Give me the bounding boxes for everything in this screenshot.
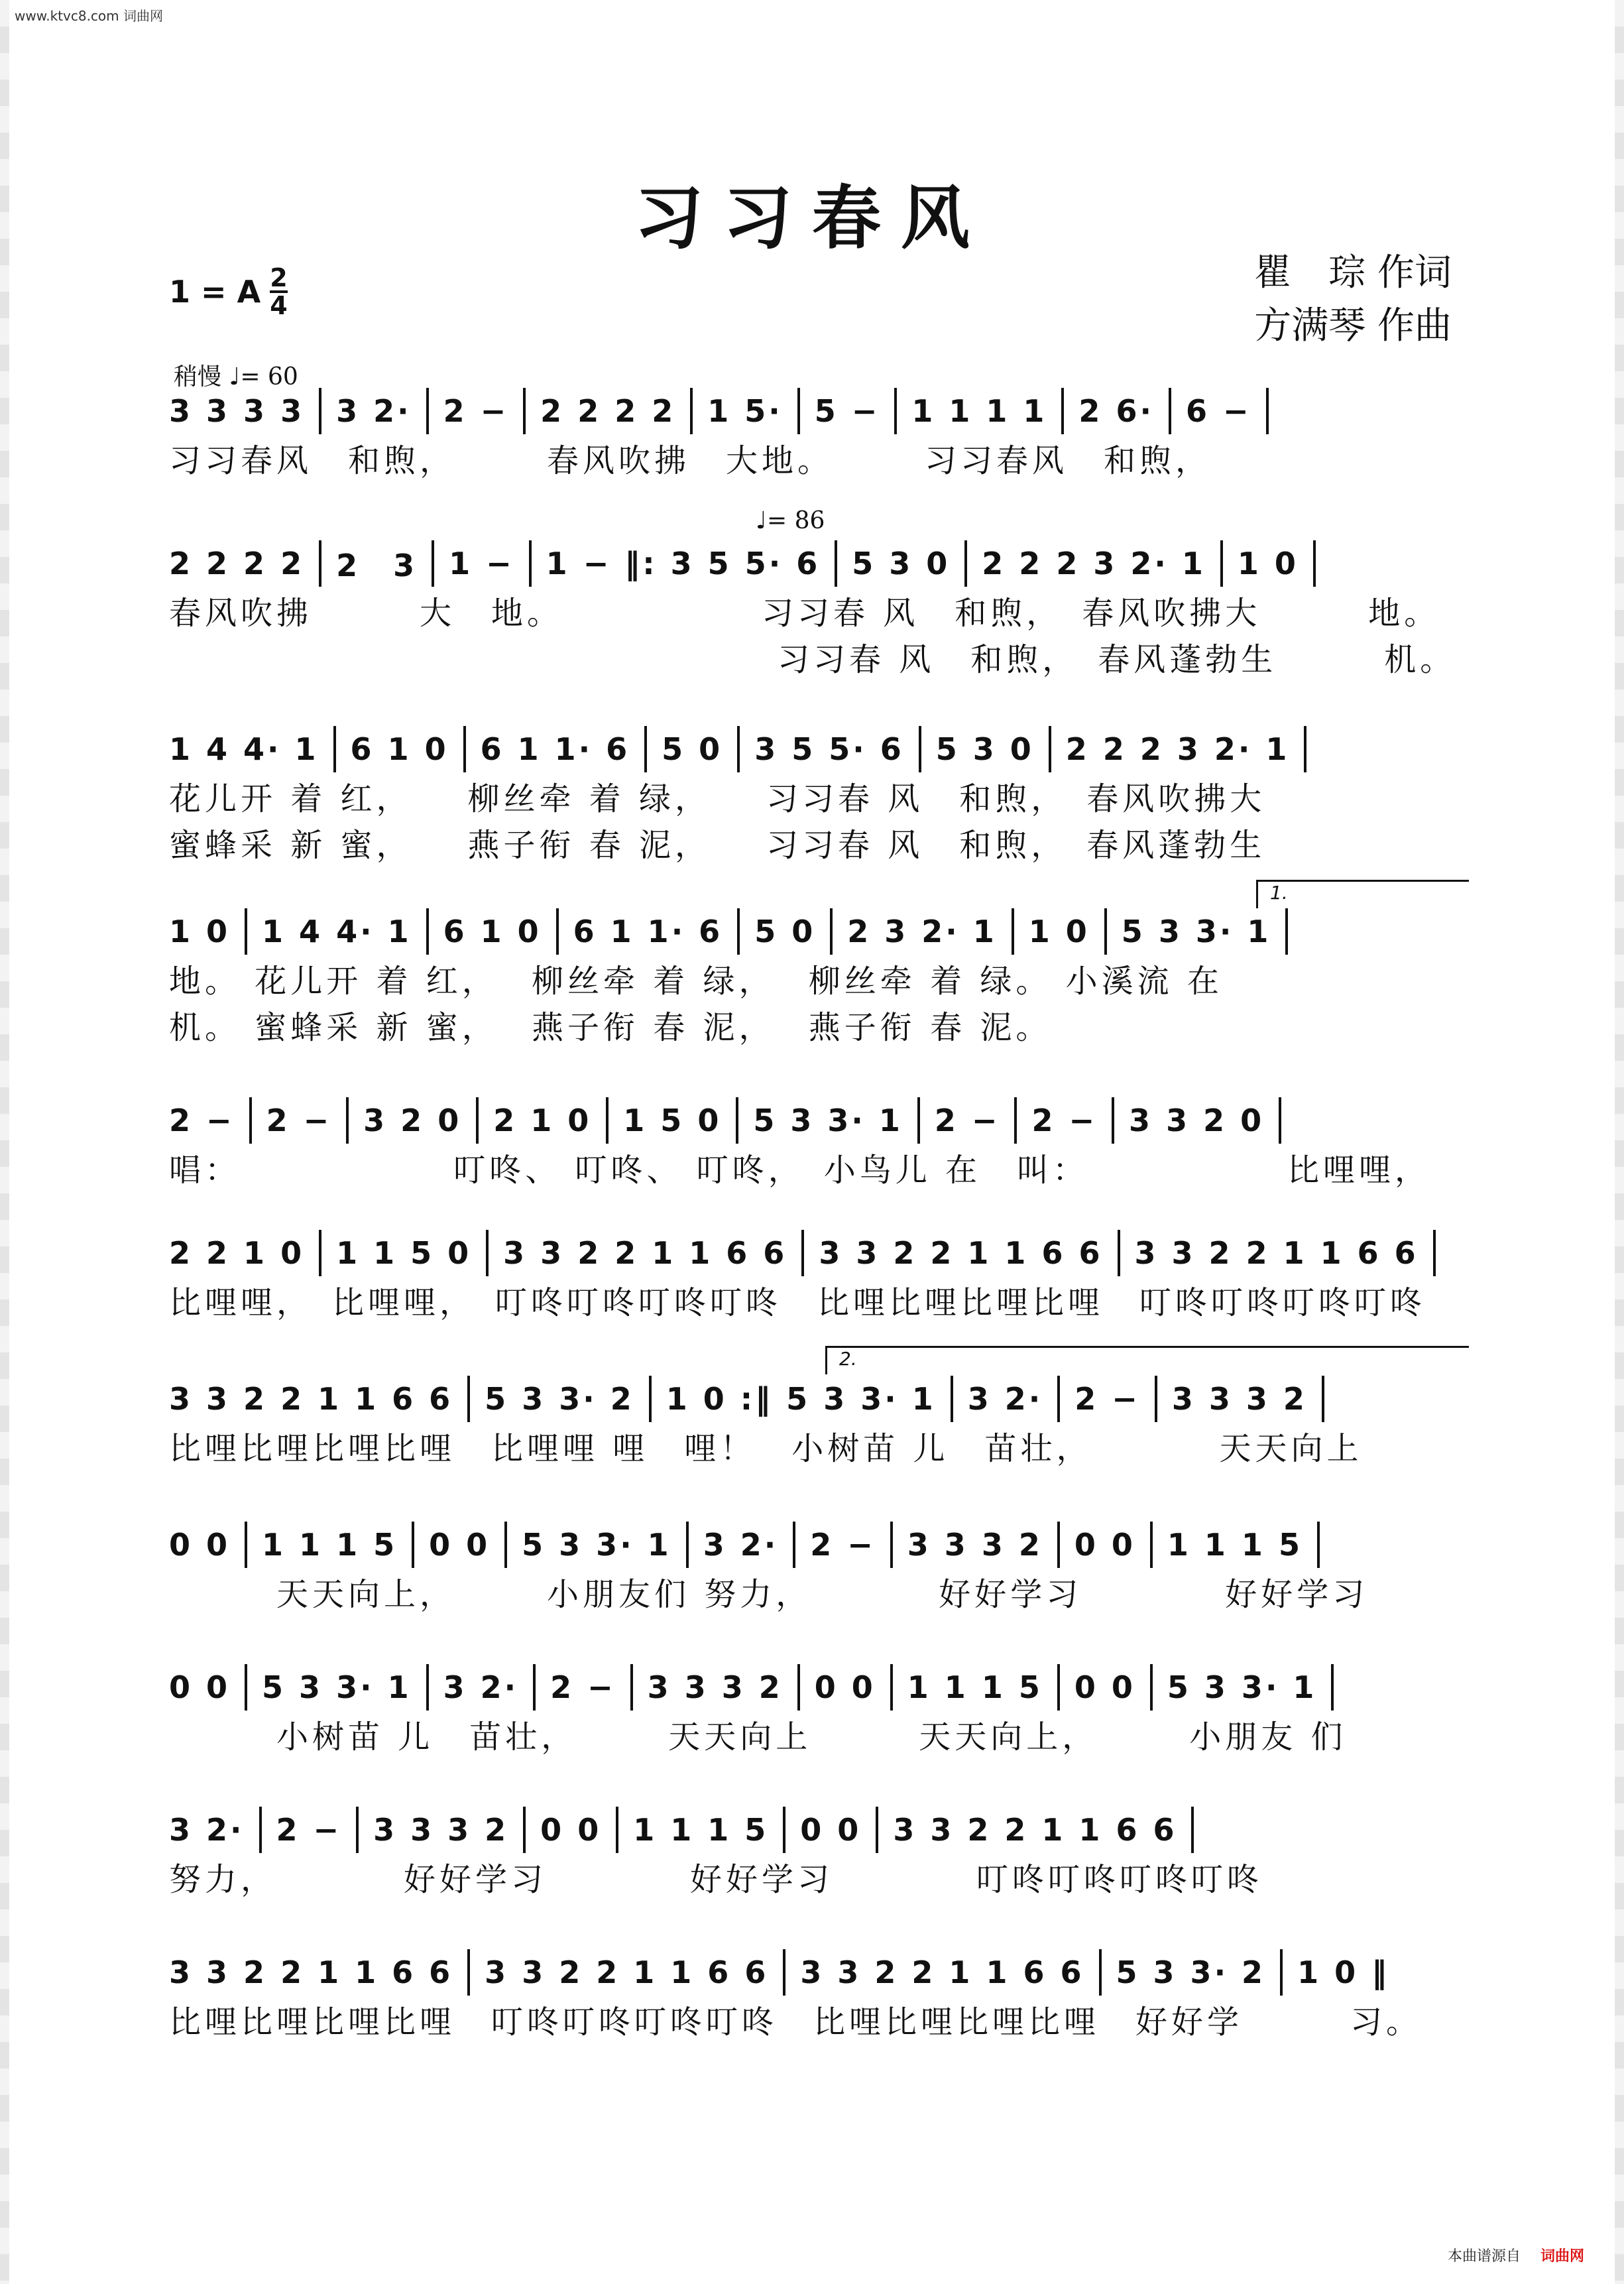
bar-line: [630, 1664, 633, 1711]
bar-line: [1280, 1949, 1283, 1996]
measure-notes: 3 3 2 2 1 1 6 6: [819, 1235, 1103, 1271]
bar-line: [830, 908, 833, 955]
score-system: [169, 1094, 1455, 1193]
measure-notes: 2 2 2 3 2· 1: [982, 546, 1206, 581]
measure-notes: 3 2·: [443, 1669, 519, 1705]
bar-line: [737, 908, 740, 955]
measure-notes: 2 6·: [1078, 393, 1154, 429]
score-system: [169, 385, 1455, 484]
bar-line: [1057, 1522, 1060, 1568]
bar-line: [649, 1376, 652, 1422]
footer: [1448, 2245, 1584, 2265]
bar-line: [606, 1097, 609, 1144]
measure-notes: 1 5 0: [623, 1103, 722, 1138]
bar-line: [876, 1807, 878, 1853]
volta-bracket: 1.: [1256, 880, 1469, 908]
tempo-marking-1: 稍慢 ♩= 60: [174, 363, 298, 391]
measure-notes: 1 5·: [707, 393, 783, 429]
bar-line: [690, 388, 693, 434]
bar-line: [616, 1807, 618, 1853]
measure-notes: 5 3 3· 1: [522, 1527, 671, 1563]
bar-line: [1150, 1522, 1153, 1568]
measure-notes: 0 0: [814, 1669, 876, 1705]
notes-line: [169, 1094, 1455, 1147]
measure-notes: 3 3 2 2 1 1 6 6: [485, 1954, 769, 1990]
measure-notes: 0 0: [800, 1812, 862, 1848]
lyric-line: 比哩哩， 比哩哩， 叮咚叮咚叮咚叮咚 比哩比哩比哩比哩 叮咚叮咚叮咚叮咚: [169, 1284, 1426, 1321]
bar-line: [644, 726, 647, 772]
bar-line: [1150, 1664, 1153, 1711]
bar-line: [245, 908, 247, 955]
notes-line: [169, 1803, 1455, 1856]
bar-line: [319, 540, 321, 587]
bar-line: [245, 1664, 247, 1711]
bar-line: [333, 726, 336, 772]
measure-notes: 5 3 3· 2: [485, 1381, 634, 1417]
bar-line: [476, 1097, 479, 1144]
lyric-line: 努力， 好好学习 好好学习 叮咚叮咚叮咚叮咚: [169, 1861, 1263, 1898]
bar-line: [1099, 1949, 1102, 1996]
measure-notes: 3 3 2 2 1 1 6 6: [800, 1954, 1084, 1990]
bar-line: [1014, 1097, 1017, 1144]
measure-notes: 3 3 2 2 1 1 6 6: [1134, 1235, 1419, 1271]
source-url: www.ktvc8.com 词曲网: [15, 8, 164, 24]
bar-line: [412, 1522, 414, 1568]
left-margin-strip: [0, 0, 9, 2284]
score-system: [169, 1661, 1455, 1760]
score-system: [169, 1348, 1455, 1472]
measure-notes: 1 0: [1028, 914, 1090, 949]
bar-line: [463, 726, 466, 772]
measure-notes: 5 0: [754, 914, 816, 949]
key-label: 1 = A: [169, 274, 261, 310]
bar-line: [1285, 908, 1288, 955]
footer-brand: 词曲网: [1540, 2248, 1584, 2265]
measure-notes: 2 2 2 2: [540, 393, 676, 429]
bar-line: [467, 1949, 470, 1996]
time-top: 2: [270, 263, 288, 292]
measure-notes: 5 3 3· 1: [1167, 1669, 1317, 1705]
composer: 方满琴 作曲: [1254, 304, 1452, 347]
bar-line: [890, 1522, 893, 1568]
lyric-line: 习习春 风 和煦， 春风蓬勃生 机。: [169, 641, 1456, 678]
bar-line: [1112, 1097, 1114, 1144]
measure-notes: 5 3 0: [852, 546, 951, 581]
credits: [1254, 247, 1452, 353]
bar-line: [1433, 1230, 1436, 1276]
bar-line: [1220, 540, 1223, 587]
measure-notes: 3 2·: [967, 1381, 1043, 1417]
bar-line: [426, 1664, 429, 1711]
measure-notes: 6 1 0: [443, 914, 542, 949]
measure-notes: 3 3 3 2: [1171, 1381, 1307, 1417]
notes-line: [169, 723, 1455, 776]
measure-notes: 2 −: [276, 1812, 342, 1848]
bar-line: [890, 1664, 893, 1711]
measure-notes: 2 2 2 3 2· 1: [1065, 731, 1290, 767]
bar-line: [835, 540, 837, 587]
bar-line: [1104, 908, 1107, 955]
measure-notes: 3 3 3 2: [373, 1812, 509, 1848]
bar-line: [1322, 1376, 1324, 1422]
measure-notes: 2 −: [550, 1669, 616, 1705]
bar-line: [1317, 1522, 1320, 1568]
notes-line: [169, 1518, 1455, 1571]
measure-notes: 5 0: [662, 731, 723, 767]
tempo-marking-2: ♩= 86: [756, 507, 825, 534]
measure-notes: 2 1 0: [493, 1103, 592, 1138]
bar-line: [249, 1097, 252, 1144]
measure-notes: 0 0: [1074, 1669, 1135, 1705]
right-margin-strip: [1615, 0, 1624, 2284]
measure-notes: 3 3 2 0: [1129, 1103, 1265, 1138]
measure-notes: 0 0: [1074, 1527, 1135, 1563]
lyric-line: 比哩比哩比哩比哩 叮咚叮咚叮咚叮咚 比哩比哩比哩比哩 好好学 习。: [169, 2004, 1422, 2041]
bar-line: [951, 1376, 953, 1422]
bar-line: [346, 1097, 349, 1144]
measure-notes: 1 1 1 1: [911, 393, 1047, 429]
score-system: [169, 537, 1455, 683]
score-system: [169, 1518, 1455, 1618]
measure-notes: 2 3 2· 1: [847, 914, 997, 949]
measure-notes: 3 3 3 2: [907, 1527, 1043, 1563]
bar-line: [1057, 1376, 1060, 1422]
bar-line: [686, 1522, 689, 1568]
score-system: [169, 1227, 1455, 1326]
score-system: [169, 882, 1455, 1051]
lyricist: 瞿 琮 作词: [1254, 251, 1452, 294]
bar-line: [529, 540, 532, 587]
bar-line: [556, 908, 559, 955]
measure-notes: 1 − ‖: 3 5 5· 6: [546, 546, 821, 581]
measure-notes: 1 0: [169, 914, 231, 949]
lyric-line: 唱： 叮咚、 叮咚、 叮咚， 小鸟儿 在 叫： 比哩哩，: [169, 1152, 1431, 1189]
measure-notes: 1 1 1 5: [262, 1527, 398, 1563]
bar-line: [1304, 726, 1306, 772]
measure-notes: 0 0: [169, 1527, 231, 1563]
bar-line: [737, 726, 740, 772]
measure-notes: 6 1 0: [350, 731, 449, 767]
measure-notes: 3 2·: [336, 393, 412, 429]
notes-line: [169, 385, 1455, 438]
measure-notes: 5 3 3· 1: [1121, 914, 1271, 949]
bar-line: [793, 1522, 795, 1568]
measure-notes: 3 5 5· 6: [754, 731, 904, 767]
measure-notes: 2 −: [934, 1103, 1000, 1138]
measure-notes: 2 −: [1031, 1103, 1098, 1138]
lyric-line: 花儿开 着 红， 柳丝牵 着 绿， 习习春 风 和煦， 春风吹拂大: [169, 780, 1266, 817]
bar-line: [797, 1664, 800, 1711]
measure-notes: 2 −: [266, 1103, 332, 1138]
score-system: [169, 723, 1455, 869]
notes-line: [169, 1372, 1455, 1425]
measure-notes: 3 3 3 3: [169, 393, 305, 429]
measure-notes: 2 2 2 2: [169, 546, 305, 581]
song-title: 习习春风: [634, 177, 990, 259]
volta-bracket: 2.: [825, 1346, 1469, 1374]
bar-line: [319, 388, 321, 434]
measure-notes: 3 2 0: [363, 1103, 462, 1138]
time-signature: [270, 265, 287, 318]
bar-line: [1118, 1230, 1120, 1276]
notes-line: [169, 1661, 1455, 1714]
bar-line: [467, 1376, 470, 1422]
bar-line: [432, 540, 434, 587]
measure-notes: 2 −: [443, 393, 509, 429]
bar-line: [1057, 1664, 1060, 1711]
lyric-line: 春风吹拂 大 地。 习习春 风 和煦， 春风吹拂大 地。: [169, 595, 1440, 632]
measure-notes: 2 −: [1074, 1381, 1140, 1417]
measure-notes: 1 −: [449, 546, 514, 581]
lyric-line: 比哩比哩比哩比哩 比哩哩 哩 哩！ 小树苗 儿 苗壮， 天天向上: [169, 1430, 1363, 1467]
measure-notes: 2 3: [336, 548, 418, 583]
measure-notes: 1 0 :‖ 5 3 3· 1: [666, 1381, 936, 1417]
measure-notes: 5 −: [814, 393, 880, 429]
lyric-line: 蜜蜂采 新 蜜， 燕子衔 春 泥， 习习春 风 和煦， 春风蓬勃生: [169, 827, 1266, 864]
key-signature: [169, 265, 288, 318]
measure-notes: 1 0: [1237, 546, 1299, 581]
notes-line: [169, 1227, 1455, 1280]
measure-notes: 6 −: [1185, 393, 1251, 429]
bar-line: [1266, 388, 1269, 434]
measure-notes: 0 0: [169, 1669, 231, 1705]
measure-notes: 1 1 5 0: [336, 1235, 472, 1271]
measure-notes: 3 3 3 2: [647, 1669, 783, 1705]
lyric-line: 习习春风 和煦， 春风吹拂 大地。 习习春风 和煦，: [169, 442, 1212, 479]
measure-notes: 2 2 1 0: [169, 1235, 305, 1271]
measure-notes: 2 −: [169, 1103, 235, 1138]
bar-line: [1061, 388, 1064, 434]
lyric-line: 天天向上， 小朋友们 努力， 好好学习 好好学习: [169, 1576, 1369, 1613]
bar-line: [917, 1097, 920, 1144]
measure-notes: 1 4 4· 1: [262, 914, 412, 949]
measure-notes: 1 4 4· 1: [169, 731, 319, 767]
measure-notes: 1 1 1 5: [1167, 1527, 1303, 1563]
measure-notes: 3 3 2 2 1 1 6 6: [893, 1812, 1177, 1848]
bar-line: [783, 1807, 785, 1853]
bar-line: [1313, 540, 1316, 587]
bar-line: [486, 1230, 489, 1276]
measure-notes: 5 3 3· 1: [262, 1669, 412, 1705]
bar-line: [736, 1097, 738, 1144]
bar-line: [1331, 1664, 1334, 1711]
bar-line: [245, 1522, 247, 1568]
measure-notes: 0 0: [429, 1527, 491, 1563]
bar-line: [533, 1664, 536, 1711]
bar-line: [1169, 388, 1171, 434]
measure-notes: 1 0 ‖: [1297, 1954, 1390, 1990]
bar-line: [426, 388, 429, 434]
bar-line: [504, 1522, 507, 1568]
bar-line: [919, 726, 921, 772]
bar-line: [319, 1230, 321, 1276]
bar-line: [1191, 1807, 1194, 1853]
bar-line: [801, 1230, 804, 1276]
bar-line: [356, 1807, 359, 1853]
bar-line: [426, 908, 429, 955]
bar-line: [523, 388, 526, 434]
measure-notes: 3 3 2 2 1 1 6 6: [169, 1954, 453, 1990]
bar-line: [1279, 1097, 1281, 1144]
lyric-line: 机。 蜜蜂采 新 蜜， 燕子衔 春 泥， 燕子衔 春 泥。: [169, 1009, 1052, 1046]
bar-line: [523, 1807, 526, 1853]
time-bottom: 4: [270, 291, 288, 320]
measure-notes: 1 1 1 5: [633, 1812, 769, 1848]
measure-notes: 1 1 1 5: [907, 1669, 1043, 1705]
notes-line: [169, 537, 1455, 590]
measure-notes: 2 −: [810, 1527, 876, 1563]
bar-line: [1012, 908, 1014, 955]
lyric-line: 小树苗 儿 苗壮， 天天向上 天天向上， 小朋友 们: [169, 1718, 1347, 1756]
lyric-line: 地。 花儿开 着 红， 柳丝牵 着 绿， 柳丝牵 着 绿。 小溪流 在: [169, 963, 1223, 1000]
bar-line: [797, 388, 800, 434]
measure-notes: 3 2·: [169, 1812, 245, 1848]
footer-source: 本曲谱源自: [1447, 2248, 1521, 2265]
bar-line: [783, 1949, 785, 1996]
bar-line: [1155, 1376, 1157, 1422]
measure-notes: 6 1 1· 6: [573, 914, 723, 949]
bar-line: [894, 388, 897, 434]
score-system: [169, 1803, 1455, 1903]
measure-notes: 3 2·: [703, 1527, 779, 1563]
measure-notes: 3 3 2 2 1 1 6 6: [169, 1381, 453, 1417]
measure-notes: 5 3 0: [935, 731, 1034, 767]
bar-line: [964, 540, 967, 587]
measure-notes: 3 3 2 2 1 1 6 6: [503, 1235, 787, 1271]
bar-line: [1049, 726, 1051, 772]
score-system: [169, 1946, 1455, 2045]
notes-line: [169, 1946, 1455, 1999]
measure-notes: 5 3 3· 2: [1116, 1954, 1266, 1990]
measure-notes: 5 3 3· 1: [753, 1103, 903, 1138]
measure-notes: 6 1 1· 6: [480, 731, 630, 767]
measure-notes: 0 0: [540, 1812, 602, 1848]
bar-line: [259, 1807, 262, 1853]
notes-line: [169, 905, 1455, 958]
